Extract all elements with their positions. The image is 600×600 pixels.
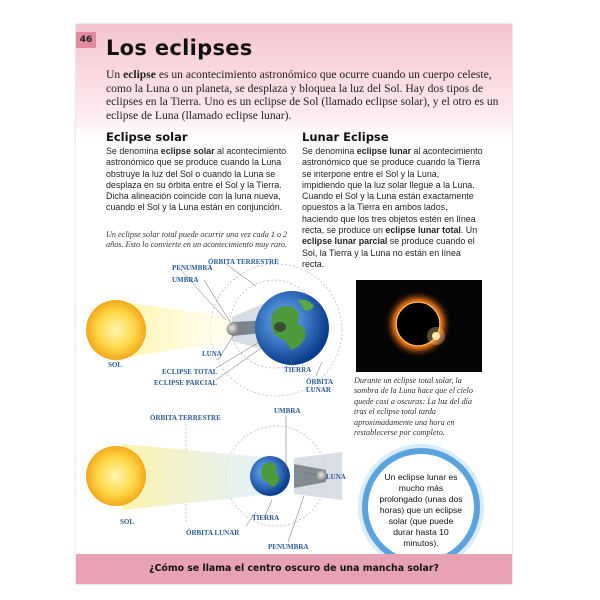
eclipse-photo — [356, 280, 482, 372]
label-sol-1: SOL — [108, 361, 123, 369]
intro-paragraph: Un eclipse es un acontecimiento astronómico que ocurre cuando un cuerpo celeste, como la Luna o un planeta, se desplaza y bloquea la luz del Sol. Hay dos tipos de eclipses en la Tierra. Uno es un eclipse de Sol (llamado eclipse solar), y el otro es un eclipse de Luna (llamado eclipse lunar). — [106, 68, 499, 122]
label-sol-2: SOL — [120, 518, 135, 526]
solar-caption: Un eclipse solar total puede ocurrir una vez cada 1 o 2 años. Esto lo convierte en un acontecimiento muy raro. — [106, 230, 288, 250]
label-penumbra-2: PENUMBRA — [268, 543, 309, 551]
fact-text: Un eclipse lunar es mucho más prolongado (unas dos horas) que un eclipse solar (que puede durar hasta 10 minutos). — [379, 472, 463, 548]
sun-icon-2 — [86, 446, 146, 506]
label-orbita-terrestre-1: ÓRBITA TERRESTRE — [208, 258, 279, 266]
page-title: Los eclipses — [106, 36, 253, 60]
photo-caption: Durante un eclipse total solar, la sombra de la Luna hace que el cielo quede casi a oscuras: La luz del día tras el eclipse total tarda aproximadamente una hora en restablecerse por completo. — [354, 376, 473, 438]
label-umbra-2: UMBRA — [274, 407, 301, 415]
solar-paragraph: Se denomina eclipse solar al acontecimiento astronómico que se produce cuando la Luna obstruye la luz del Sol o cuando la Luna se desplaza en su órbita entre el Sol y la Tierra. Dicha alineación coincide con la luna nueva, cuando el Sol y la Luna están en conjunción. — [106, 146, 287, 213]
label-orbita-lunar-1: ÓRBITA LUNAR — [306, 378, 334, 394]
label-eclipse-parcial: ECLIPSE PARCIAL — [154, 379, 218, 387]
page-number: 46 — [76, 32, 96, 48]
lunar-orbit-pointer — [316, 362, 322, 376]
book-page — [76, 24, 512, 584]
lunar-paragraph: Se denomina eclipse lunar al acontecimiento astronómico que se produce cuando la Tierra se interpone entre el Sol y la Luna, impidiendo que la luz solar llegue a la Luna. Cuando el Sol y la Luna están exactamente opuestos a la Tierra en ambos lados, haciendo que los tres objetos estén en línea recta, se produce un eclipse lunar total. Un eclipse lunar parcial se produce cuando el Sol, la Tierra y la Luna no están en línea recta. — [302, 146, 483, 269]
label-orbita-terrestre-2: ÓRBITA TERRESTRE — [150, 414, 221, 422]
eclipse-shadow-spot — [274, 322, 286, 332]
label-umbra-1: UMBRA — [172, 276, 199, 284]
penumbra-pointer-2 — [288, 496, 304, 542]
fact-bubble — [362, 448, 480, 566]
orbit-pointer — [226, 264, 256, 286]
moon-icon — [227, 323, 240, 336]
quiz-question: ¿Cómo se llama el centro oscuro de una mancha solar? — [149, 563, 439, 574]
lunar-heading: Lunar Eclipse — [302, 130, 389, 144]
label-tierra-2: TIERRA — [252, 514, 280, 522]
intro-keyword: eclipse — [123, 68, 156, 81]
eclipse-ring-image — [356, 280, 482, 372]
label-luna-1: LUNA — [202, 350, 222, 358]
label-orbita-lunar-2: ÓRBITA LUNAR — [186, 529, 240, 537]
sun-icon — [86, 300, 146, 360]
solar-heading: Eclipse solar — [106, 130, 188, 144]
label-luna-2: LUNA — [326, 473, 346, 481]
partial-eclipse-pointer — [216, 346, 264, 380]
label-penumbra-1: PENUMBRA — [172, 264, 213, 272]
label-eclipse-total: ECLIPSE TOTAL — [162, 368, 218, 376]
label-tierra-1: TIERRA — [284, 366, 312, 374]
solar-eclipse-diagram — [86, 264, 342, 396]
